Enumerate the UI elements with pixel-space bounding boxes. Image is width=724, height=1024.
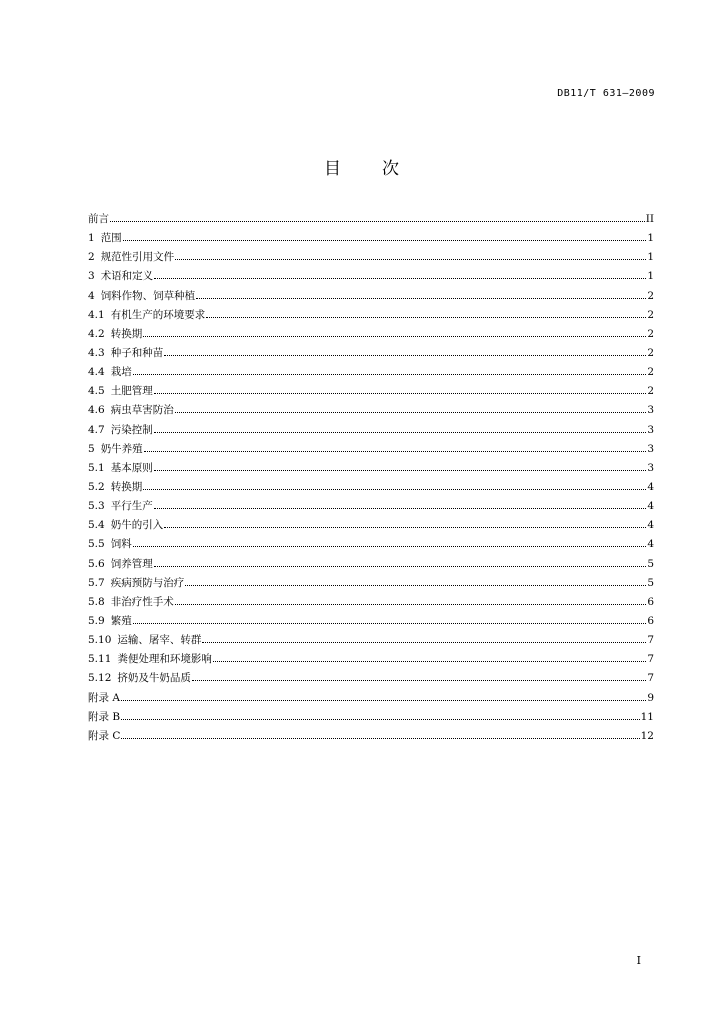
- toc-entry-number: 5.4: [88, 519, 105, 532]
- toc-entry-title: [88, 497, 153, 516]
- toc-entry-number: 5.2: [88, 480, 105, 493]
- toc-dot-leader: [133, 623, 647, 624]
- document-code: DB11/T 631—2009: [557, 88, 655, 99]
- toc-entry-number: 4.6: [88, 404, 105, 417]
- toc-dot-leader: [123, 240, 647, 241]
- toc-entry-title: [88, 574, 184, 593]
- toc-entry-label: 前言: [88, 213, 109, 225]
- toc-entry-title: [88, 344, 163, 363]
- toc-entry-page: 4: [647, 480, 654, 493]
- toc-dot-leader: [121, 700, 646, 701]
- toc-entry-title: [88, 708, 120, 727]
- toc-entry-label: 转换期: [110, 480, 143, 493]
- toc-dot-leader: [110, 221, 645, 222]
- toc-entry-title: [88, 593, 174, 612]
- toc-entry-page: 2: [647, 385, 654, 398]
- toc-entry-page: 5: [647, 576, 654, 589]
- toc-entry-label: 奶牛养殖: [100, 442, 143, 455]
- toc-entry-label: 粪便处理和环境影响: [117, 653, 212, 666]
- toc-entry-page: 2: [647, 346, 654, 359]
- toc-entry-page: 5: [647, 557, 654, 570]
- toc-entry-number: 5.3: [88, 500, 105, 513]
- toc-entry-number: 4.5: [88, 385, 105, 398]
- toc-dot-leader: [154, 278, 646, 279]
- toc-entry[interactable]: [88, 727, 654, 746]
- toc-entry[interactable]: [88, 306, 654, 325]
- toc-entry-number: 5.8: [88, 595, 105, 608]
- toc-dot-leader: [175, 412, 647, 413]
- toc-dot-leader: [154, 393, 647, 394]
- toc-entry-number: 1: [88, 232, 95, 245]
- toc-entry-label: 挤奶及牛奶品质: [117, 672, 191, 685]
- toc-entry-title: [88, 421, 153, 440]
- toc-entry-number: 4: [88, 289, 95, 302]
- toc-dot-leader: [213, 661, 646, 662]
- toc-entry[interactable]: [88, 344, 654, 363]
- toc-entry[interactable]: [88, 325, 654, 344]
- toc-entry-title: [88, 727, 120, 746]
- toc-entry-number: 4.3: [88, 346, 105, 359]
- toc-dot-leader: [121, 719, 640, 720]
- toc-entry[interactable]: [88, 631, 654, 650]
- toc-entry[interactable]: [88, 459, 654, 478]
- toc-entry-title: [88, 535, 132, 554]
- toc-entry-number: 4.2: [88, 327, 105, 340]
- toc-entry-label: 土肥管理: [110, 385, 153, 398]
- toc-entry-label: 规范性引用文件: [100, 251, 175, 264]
- toc-entry-page: 12: [640, 729, 654, 742]
- toc-entry-number: 4.1: [88, 308, 105, 321]
- toc-entry-label: 附录 B: [88, 710, 121, 723]
- toc-entry-title: [88, 248, 174, 267]
- toc-entry-title: [88, 363, 132, 382]
- toc-entry-title: [88, 382, 153, 401]
- toc-dot-leader: [154, 566, 647, 567]
- toc-entry[interactable]: [88, 555, 654, 574]
- toc-dot-leader: [206, 317, 646, 318]
- toc-entry-label: 饲料: [110, 538, 132, 551]
- toc-entry-label: 奶牛的引入: [110, 519, 164, 532]
- toc-entry-page: 3: [647, 404, 654, 417]
- toc-entry[interactable]: [88, 593, 654, 612]
- toc-entry-number: 5.6: [88, 557, 105, 570]
- toc-entry-label: 有机生产的环境要求: [110, 308, 206, 321]
- toc-dot-leader: [175, 604, 647, 605]
- toc-entry-title: [88, 325, 142, 344]
- toc-entry[interactable]: [88, 248, 654, 267]
- toc-dot-leader: [144, 451, 647, 452]
- toc-dot-leader: [164, 527, 646, 528]
- toc-dot-leader: [185, 585, 646, 586]
- toc-entry-title: [88, 459, 153, 478]
- toc-entry[interactable]: [88, 267, 654, 286]
- toc-entry-label: 种子和种苗: [110, 346, 164, 359]
- toc-entry-number: 5.5: [88, 538, 105, 551]
- toc-entry-label: 附录 C: [88, 729, 121, 742]
- toc-dot-leader: [192, 680, 646, 681]
- toc-dot-leader: [154, 432, 647, 433]
- toc-entry-title: [88, 612, 132, 631]
- toc-entry-number: 5.1: [88, 461, 105, 474]
- toc-dot-leader: [164, 355, 646, 356]
- toc-entry[interactable]: [88, 612, 654, 631]
- toc-dot-leader: [121, 738, 639, 739]
- toc-entry-page: 6: [647, 595, 654, 608]
- toc-entry-page: II: [645, 213, 654, 225]
- toc-entry-label: 附录 A: [88, 691, 120, 704]
- toc-entry-label: 饲料作物、饲草种植: [100, 289, 196, 302]
- toc-entry[interactable]: [88, 440, 654, 459]
- toc-entry[interactable]: [88, 229, 654, 248]
- toc-entry-page: 7: [647, 634, 654, 647]
- toc-dot-leader: [143, 489, 646, 490]
- toc-entry-title: [88, 267, 153, 286]
- toc-entry-page: 1: [647, 232, 654, 245]
- toc-entry-label: 饲养管理: [110, 557, 153, 570]
- toc-dot-leader: [154, 508, 647, 509]
- toc-entry-label: 疾病预防与治疗: [110, 576, 185, 589]
- toc-entry-title: [88, 401, 174, 420]
- toc-entry[interactable]: [88, 401, 654, 420]
- toc-entry-number: 4.7: [88, 423, 105, 436]
- toc-entry-title: [88, 631, 201, 650]
- toc-dot-leader: [196, 298, 646, 299]
- toc-entry-number: 3: [88, 270, 95, 283]
- toc-entry-number: 5.9: [88, 614, 105, 627]
- toc-entry-page: 4: [647, 500, 654, 513]
- toc-entry-label: 污染控制: [110, 423, 153, 436]
- toc-entry[interactable]: [88, 689, 654, 708]
- toc-entry-title: [88, 555, 153, 574]
- toc-entry-number: 5: [88, 442, 95, 455]
- toc-entry-label: 基本原则: [110, 461, 153, 474]
- toc-entry[interactable]: [88, 535, 654, 554]
- toc-dot-leader: [175, 259, 646, 260]
- title-char-1: 目: [324, 159, 342, 179]
- toc-entry-page: 2: [647, 308, 654, 321]
- toc-dot-leader: [202, 642, 646, 643]
- toc-entry[interactable]: [88, 574, 654, 593]
- toc-entry[interactable]: [88, 497, 654, 516]
- toc-entry-number: 2: [88, 251, 95, 264]
- toc-entry-title: [88, 478, 142, 497]
- toc-entry[interactable]: [88, 210, 654, 229]
- toc-entry-page: 1: [647, 251, 654, 264]
- title-char-2: 次: [382, 159, 400, 179]
- toc-entry-label: 转换期: [110, 327, 143, 340]
- toc-dot-leader: [133, 546, 647, 547]
- toc-entry[interactable]: [88, 708, 654, 727]
- toc-entry-number: 5.10: [88, 634, 112, 647]
- toc-entry-number: 5.11: [88, 653, 112, 666]
- toc-entry-label: 病虫草害防治: [110, 404, 174, 417]
- toc-entry-number: 5.7: [88, 576, 105, 589]
- toc-entry[interactable]: [88, 516, 654, 535]
- toc-entry-page: 3: [647, 461, 654, 474]
- page-title: [0, 154, 724, 179]
- toc-entry-title: [88, 210, 109, 229]
- toc-entry-page: 7: [647, 672, 654, 685]
- toc-entry-label: 平行生产: [110, 500, 153, 513]
- toc-entry-title: [88, 516, 163, 535]
- toc-entry-page: 6: [647, 614, 654, 627]
- toc-entry-page: 2: [647, 327, 654, 340]
- toc-entry-title: [88, 440, 143, 459]
- toc-dot-leader: [143, 336, 646, 337]
- toc-dot-leader: [133, 374, 647, 375]
- toc-entry-page: 7: [647, 653, 654, 666]
- toc-entry[interactable]: [88, 287, 654, 306]
- toc-entry-page: 4: [647, 519, 654, 532]
- toc-entry-title: [88, 650, 212, 669]
- toc-entry-title: [88, 229, 122, 248]
- toc-entry-title: [88, 306, 205, 325]
- page-number: I: [636, 954, 641, 967]
- toc-entry-page: 11: [640, 710, 654, 723]
- toc-entry-label: 运输、屠宰、转群: [117, 634, 202, 647]
- toc-entry-page: 9: [647, 691, 654, 704]
- toc-entry[interactable]: [88, 669, 654, 688]
- toc-entry[interactable]: [88, 421, 654, 440]
- toc-entry-page: 3: [647, 423, 654, 436]
- toc-entry-label: 术语和定义: [100, 270, 154, 283]
- toc-entry-title: [88, 669, 191, 688]
- toc-entry-title: [88, 287, 195, 306]
- toc-entry-page: 2: [647, 289, 654, 302]
- toc-entry-page: 3: [647, 442, 654, 455]
- toc-entry-label: 栽培: [110, 366, 132, 379]
- toc-entry[interactable]: [88, 363, 654, 382]
- toc-entry[interactable]: [88, 478, 654, 497]
- toc-entry-title: [88, 689, 120, 708]
- toc-entry-number: 4.4: [88, 366, 105, 379]
- toc-entry-number: 5.12: [88, 672, 112, 685]
- toc-entry[interactable]: [88, 650, 654, 669]
- toc-entry-label: 范围: [100, 232, 122, 245]
- toc-dot-leader: [154, 470, 647, 471]
- toc-entry-label: 繁殖: [110, 614, 132, 627]
- toc-entry[interactable]: [88, 382, 654, 401]
- table-of-contents: [88, 210, 654, 746]
- toc-entry-page: 1: [647, 270, 654, 283]
- toc-entry-page: 2: [647, 366, 654, 379]
- toc-entry-label: 非治疗性手术: [110, 595, 174, 608]
- toc-entry-page: 4: [647, 538, 654, 551]
